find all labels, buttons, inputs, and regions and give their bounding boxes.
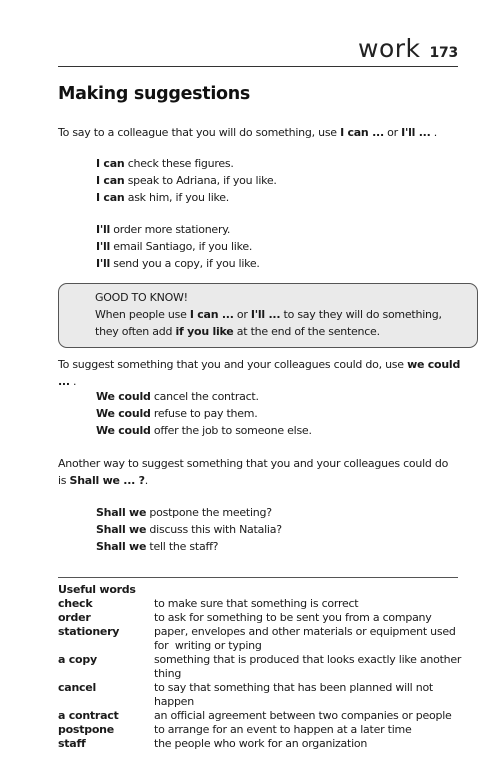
text: at the end of the sentence. bbox=[233, 325, 380, 338]
glossary-term: a contract bbox=[58, 709, 119, 722]
example-line bbox=[96, 521, 282, 538]
example-line bbox=[96, 388, 312, 405]
bold-phrase: I can ... bbox=[340, 126, 384, 139]
example-line bbox=[96, 189, 277, 206]
glossary-definition: to arrange for an event to happen at a later time bbox=[154, 723, 412, 736]
example-line bbox=[96, 172, 277, 189]
glossary-row bbox=[58, 597, 463, 611]
glossary-term: order bbox=[58, 611, 91, 624]
glossary-term: stationery bbox=[58, 625, 120, 638]
example-line bbox=[96, 238, 260, 255]
text: tell the staff? bbox=[146, 540, 219, 553]
bold-phrase: We could bbox=[96, 407, 151, 420]
glossary-definition: something that is produced that looks exactly like another thing bbox=[154, 653, 462, 680]
intro-paragraph-1 bbox=[58, 124, 463, 141]
text: discuss this with Natalia? bbox=[146, 523, 282, 536]
glossary-term: postpone bbox=[58, 723, 114, 736]
bold-phrase: I can bbox=[96, 157, 125, 170]
text: send you a copy, if you like. bbox=[110, 257, 260, 270]
glossary-row bbox=[58, 723, 463, 737]
page-number: 173 bbox=[429, 45, 458, 61]
example-line bbox=[96, 405, 312, 422]
bold-phrase: I'll ... bbox=[250, 308, 281, 321]
text: order more stationery. bbox=[110, 223, 231, 236]
text: To say to a colleague that you will do something, use bbox=[58, 126, 341, 139]
tip-body bbox=[95, 306, 445, 340]
glossary-term: a copy bbox=[58, 653, 97, 666]
intro-paragraph-3 bbox=[58, 455, 453, 489]
example-line bbox=[96, 255, 260, 272]
useful-words-title: Useful words bbox=[58, 583, 136, 596]
text: Another way to suggest something that you and your colleagues could do is bbox=[58, 457, 449, 487]
glossary-definition: to make sure that something is correct bbox=[154, 597, 359, 610]
glossary-row bbox=[58, 737, 463, 751]
example-line bbox=[96, 504, 282, 521]
bold-phrase: I'll bbox=[96, 257, 111, 270]
bold-phrase: Shall we bbox=[96, 506, 147, 519]
text: ask him, if you like. bbox=[124, 191, 230, 204]
useful-words-divider bbox=[58, 577, 458, 578]
glossary-term: staff bbox=[58, 737, 86, 750]
example-group-i-can bbox=[96, 155, 277, 206]
glossary-definition: paper, envelopes and other materials or equipment used for writing or typing bbox=[154, 625, 456, 652]
example-line bbox=[96, 155, 277, 172]
text: refuse to pay them. bbox=[150, 407, 258, 420]
bold-phrase: I'll bbox=[96, 223, 111, 236]
header-divider bbox=[58, 66, 458, 67]
text: speak to Adriana, if you like. bbox=[124, 174, 277, 187]
text: . bbox=[144, 474, 149, 487]
glossary-row bbox=[58, 681, 463, 709]
bold-phrase: I can ... bbox=[189, 308, 234, 321]
text: to say they will do something, they often add bbox=[95, 308, 442, 338]
glossary-row bbox=[58, 625, 463, 653]
example-group-shall-we bbox=[96, 504, 282, 555]
bold-phrase: Shall we bbox=[96, 523, 147, 536]
bold-phrase: if you like bbox=[175, 325, 234, 338]
text: or bbox=[233, 308, 251, 321]
glossary-definition: the people who work for an organization bbox=[154, 737, 368, 750]
example-group-we-could bbox=[96, 388, 312, 439]
bold-phrase: I can bbox=[96, 191, 125, 204]
glossary-definition: an official agreement between two companies or people bbox=[154, 709, 452, 722]
section-title: Making suggestions bbox=[58, 84, 251, 104]
chapter-title: work bbox=[358, 34, 421, 63]
good-to-know-box bbox=[58, 283, 478, 348]
bold-phrase: I can bbox=[96, 174, 125, 187]
text: . bbox=[69, 375, 77, 388]
text: or bbox=[383, 126, 402, 139]
glossary-definition: to ask for something to be sent you from a company bbox=[154, 611, 432, 624]
bold-phrase: Shall we bbox=[96, 540, 147, 553]
text: email Santiago, if you like. bbox=[110, 240, 253, 253]
glossary-term: check bbox=[58, 597, 93, 610]
text: To suggest something that you and your colleagues could do, use bbox=[58, 358, 408, 371]
glossary-definition: to say that something that has been planned will not happen bbox=[154, 681, 433, 708]
example-group-ill bbox=[96, 221, 260, 272]
bold-phrase: Shall we ... ? bbox=[69, 474, 145, 487]
bold-phrase: we could ... bbox=[58, 358, 461, 388]
glossary-term: cancel bbox=[58, 681, 97, 694]
glossary-row bbox=[58, 653, 463, 681]
tip-title: GOOD TO KNOW! bbox=[95, 291, 188, 304]
useful-words-section bbox=[58, 583, 463, 751]
page-header bbox=[358, 34, 458, 63]
bold-phrase: I'll bbox=[96, 240, 111, 253]
example-line bbox=[96, 422, 312, 439]
glossary-row bbox=[58, 709, 463, 723]
bold-phrase: We could bbox=[96, 424, 151, 437]
example-line bbox=[96, 538, 282, 555]
text: When people use bbox=[95, 308, 190, 321]
example-line bbox=[96, 221, 260, 238]
text: postpone the meeting? bbox=[146, 506, 272, 519]
text: . bbox=[430, 126, 437, 139]
bold-phrase: We could bbox=[96, 390, 151, 403]
text: check these figures. bbox=[124, 157, 234, 170]
text: offer the job to someone else. bbox=[150, 424, 312, 437]
intro-paragraph-2 bbox=[58, 356, 463, 390]
glossary-row bbox=[58, 611, 463, 625]
bold-phrase: I'll ... bbox=[401, 126, 431, 139]
text: cancel the contract. bbox=[150, 390, 259, 403]
